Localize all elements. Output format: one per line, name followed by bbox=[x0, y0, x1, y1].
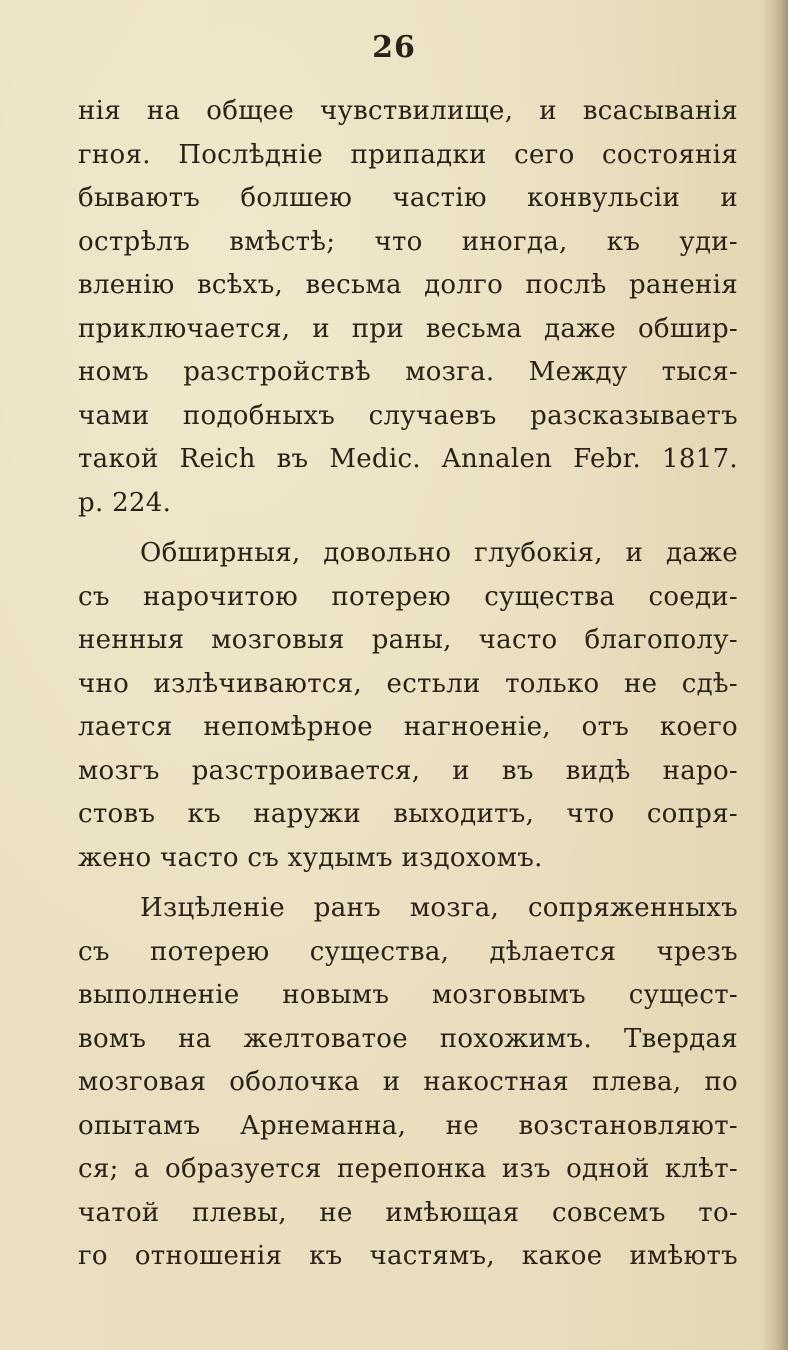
page-number: 26 bbox=[372, 30, 416, 65]
text-line: Изцѣленіе ранъ мозга, сопряженныхъ bbox=[140, 893, 738, 923]
text-line: лается непомѣрное нагноеніе, отъ коего bbox=[78, 712, 738, 742]
text-line: съ потерею существа, дѣлается чрезъ bbox=[78, 936, 738, 967]
text-line: гноя. Послѣдніе припадки сего состоянія bbox=[78, 139, 738, 170]
paragraph bbox=[78, 90, 738, 525]
text-line: ненныя мозговыя раны, часто благополу- bbox=[78, 625, 738, 655]
paragraph-gap bbox=[78, 525, 738, 532]
text-line: вленію всѣхъ, весьма долго послѣ раненія bbox=[78, 270, 738, 300]
text-line: приключается, и при весьма даже обшир- bbox=[78, 313, 738, 344]
text-line: ся; а образуется перепонка изъ одной клѣт- bbox=[78, 1154, 738, 1184]
body-text bbox=[78, 90, 738, 1279]
text-line: бываютъ болшею частію конвульсіи и bbox=[78, 183, 738, 213]
paragraph-gap bbox=[78, 880, 738, 887]
text-line: чатой плевы, не имѣющая совсемъ то- bbox=[78, 1197, 738, 1228]
text-line: чами подобныхъ случаевъ разсказываетъ bbox=[78, 400, 738, 431]
text-line: го отношенія къ частямъ, какое имѣютъ bbox=[78, 1241, 738, 1271]
paragraph bbox=[78, 532, 738, 880]
text-line: нія на общее чувствилище, и всасыванія bbox=[78, 96, 738, 126]
text-line: выполненіе новымъ мозговымъ сущест- bbox=[78, 980, 738, 1010]
text-line: вомъ на желтоватое похожимъ. Твердая bbox=[78, 1023, 738, 1054]
text-line: такой Reich въ Medic. Annalen Febr. 1817. bbox=[78, 444, 738, 474]
text-line: мозговая оболочка и накостная плева, по bbox=[78, 1067, 738, 1097]
text-line: мозгъ разстроивается, и въ видѣ наро- bbox=[78, 755, 738, 786]
text-line: съ нарочитою потерею существа соеди- bbox=[78, 581, 738, 612]
page-edge-shadow bbox=[762, 0, 788, 1350]
text-line: стовъ къ наружи выходитъ, что сопря- bbox=[78, 799, 738, 829]
paragraph bbox=[78, 887, 738, 1279]
text-line: Обширныя, довольно глубокія, и даже bbox=[140, 538, 738, 568]
text-line: жено часто съ худымъ издохомъ. bbox=[78, 842, 543, 873]
text-line: номъ разстройствѣ мозга. Между тыся- bbox=[78, 357, 738, 387]
text-line: острѣлъ вмѣстѣ; что иногда, къ уди- bbox=[78, 226, 738, 257]
text-line: p. 224. bbox=[78, 487, 172, 518]
text-line: опытамъ Арнеманна, не возстановляют- bbox=[78, 1110, 738, 1141]
text-line: чно излѣчиваются, естьли только не сдѣ- bbox=[78, 668, 738, 699]
